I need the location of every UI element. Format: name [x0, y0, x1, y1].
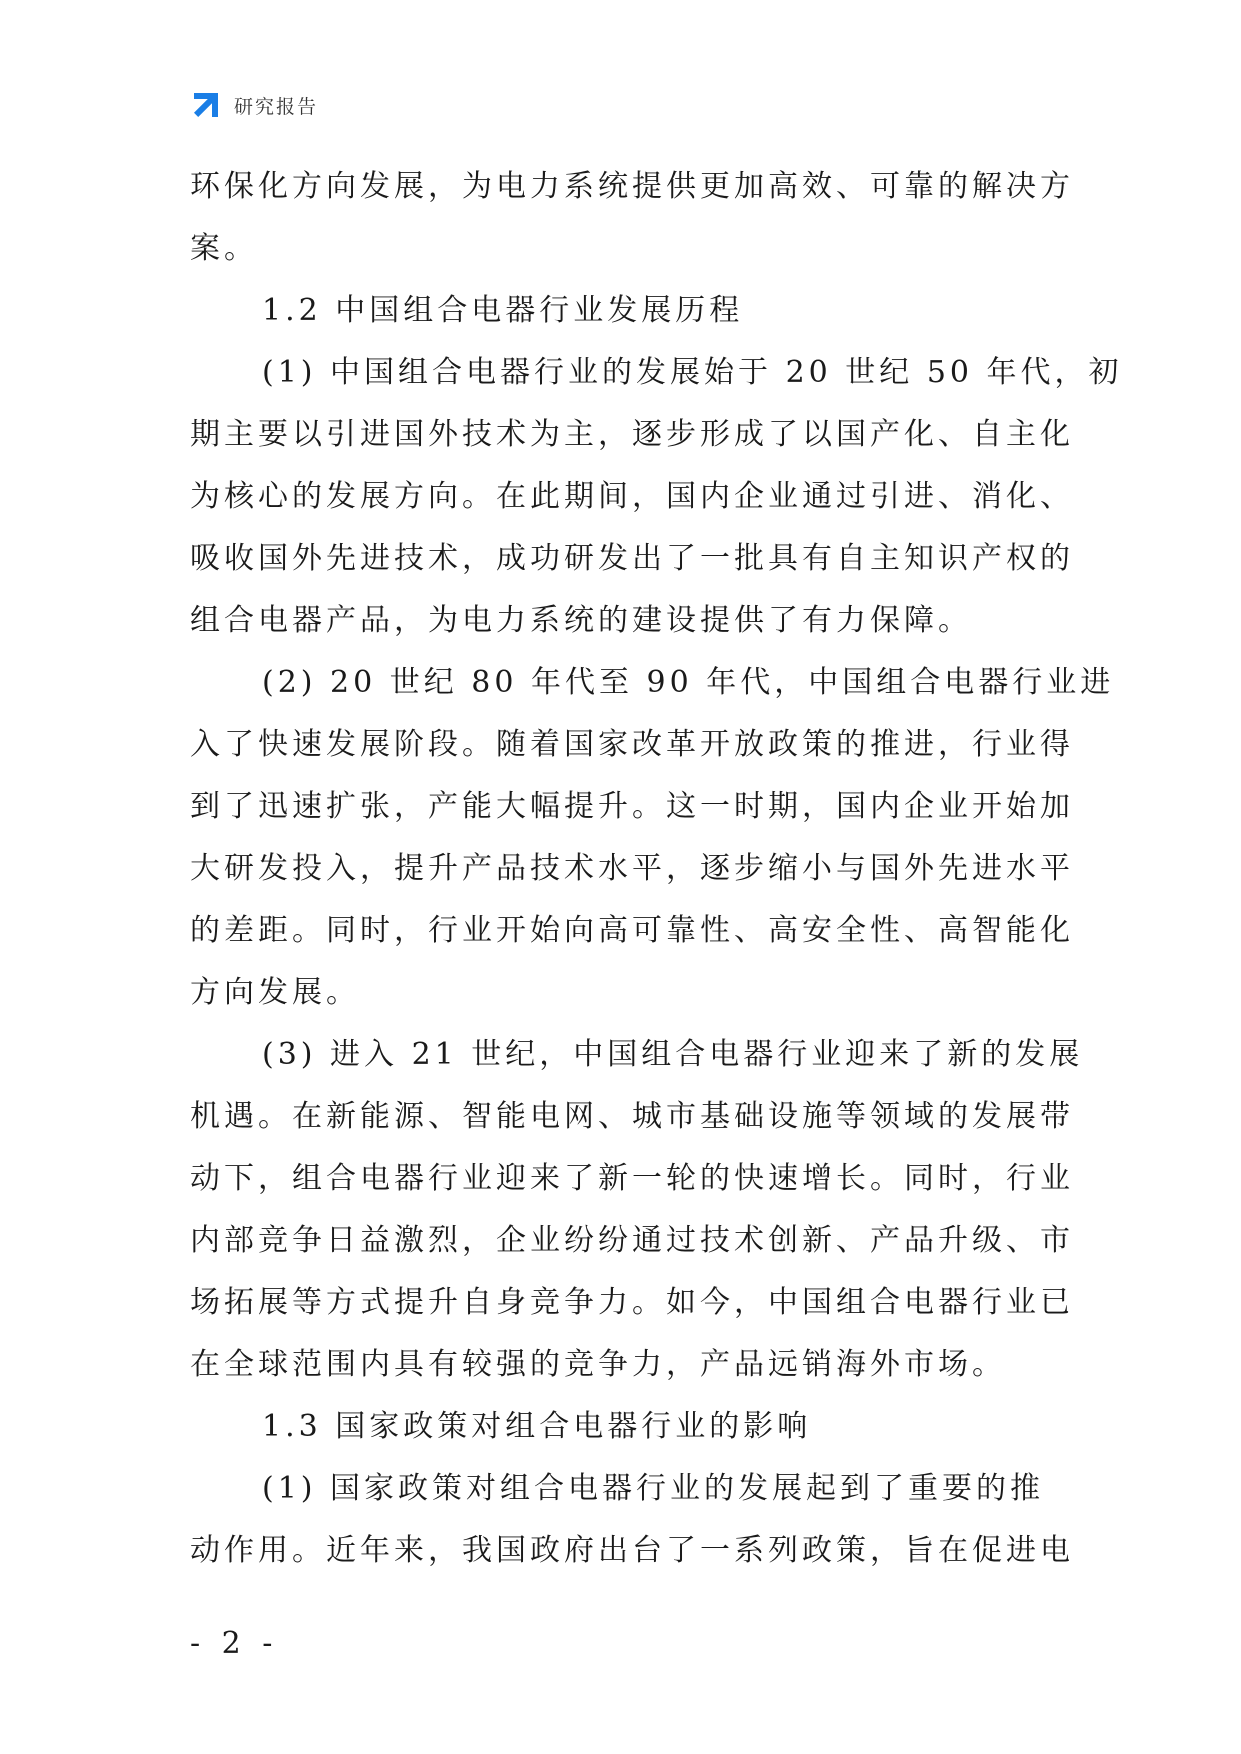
- text-line: 方向发展。: [190, 975, 360, 1010]
- text-line: 为核心的发展方向。在此期间，国内企业通过引进、消化、: [190, 479, 1074, 514]
- text-line: 到了迅速扩张，产能大幅提升。这一时期，国内企业开始加: [190, 789, 1074, 824]
- page-number: - 2 -: [190, 1626, 279, 1661]
- text-line: 机遇。在新能源、智能电网、城市基础设施等领域的发展带: [190, 1099, 1074, 1134]
- text-line: 动下，组合电器行业迎来了新一轮的快速增长。同时，行业: [190, 1161, 1074, 1196]
- text-line: 动作用。近年来，我国政府出台了一系列政策，旨在促进电: [190, 1533, 1074, 1568]
- text-line: 吸收国外先进技术，成功研发出了一批具有自主知识产权的: [190, 541, 1074, 576]
- text-line: (1) 中国组合电器行业的发展始于 20 世纪 50 年代，初: [262, 355, 1123, 390]
- section-heading-1-2: 1.2 中国组合电器行业发展历程: [262, 293, 744, 328]
- text-line: 组合电器产品，为电力系统的建设提供了有力保障。: [190, 603, 972, 638]
- text-line: 内部竞争日益激烈，企业纷纷通过技术创新、产品升级、市: [190, 1223, 1074, 1258]
- text-line: 期主要以引进国外技术为主，逐步形成了以国产化、自主化: [190, 417, 1074, 452]
- text-line: 入了快速发展阶段。随着国家改革开放政策的推进，行业得: [190, 727, 1074, 762]
- text-line: 场拓展等方式提升自身竞争力。如今，中国组合电器行业已: [190, 1285, 1074, 1320]
- text-line: 环保化方向发展，为电力系统提供更加高效、可靠的解决方: [190, 169, 1074, 204]
- arrow-up-right-icon: [190, 89, 222, 121]
- text-line: (1) 国家政策对组合电器行业的发展起到了重要的推: [262, 1471, 1045, 1506]
- text-line: 大研发投入，提升产品技术水平，逐步缩小与国外先进水平: [190, 851, 1074, 886]
- text-line: (2) 20 世纪 80 年代至 90 年代，中国组合电器行业进: [262, 665, 1115, 700]
- text-line: 在全球范围内具有较强的竞争力，产品远销海外市场。: [190, 1347, 1006, 1382]
- text-line: 案。: [190, 231, 258, 266]
- text-line: (3) 进入 21 世纪，中国组合电器行业迎来了新的发展: [262, 1037, 1084, 1072]
- text-line: 的差距。同时，行业开始向高可靠性、高安全性、高智能化: [190, 913, 1074, 948]
- report-header: [190, 88, 318, 122]
- document-body: [190, 156, 1123, 1582]
- section-heading-1-3: 1.3 国家政策对组合电器行业的影响: [262, 1409, 812, 1444]
- header-title: 研究报告: [234, 95, 319, 118]
